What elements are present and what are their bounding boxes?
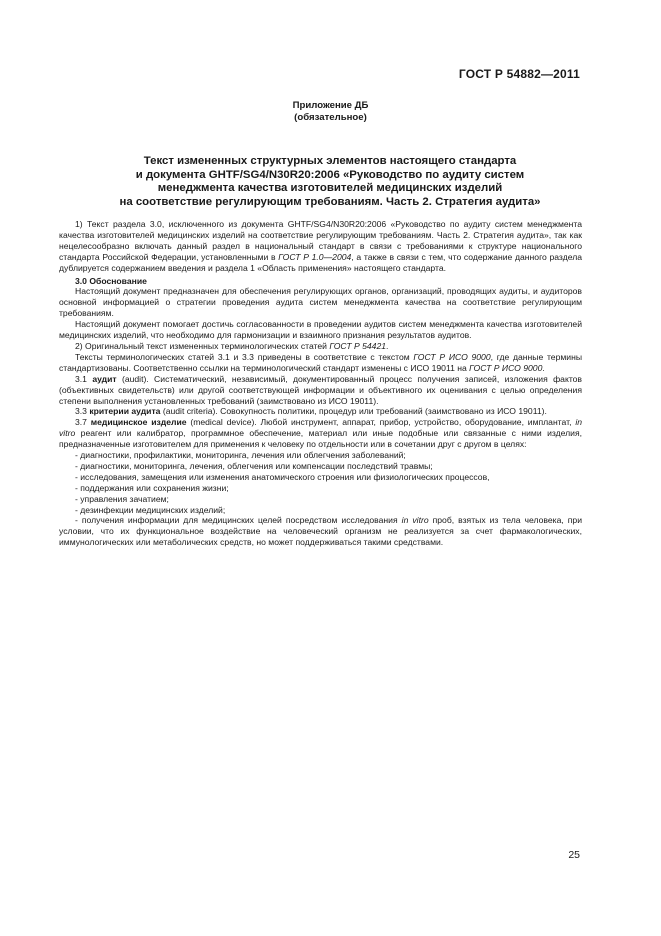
list-item: - диагностики, профилактики, мониторинга, лечения или облегчения заболеваний; (75, 450, 406, 461)
paragraph-5: Тексты терминологических статей 3.1 и 3.3 приведены в соответствие с текстом ГОСТ Р ИСО 9000, где данные термины стандартизованы. Соответственно ссылки на терминологический стандарт изменены с ИСО 19011 на ГОСТ Р ИСО 9000. (59, 351, 582, 373)
title-line-4: на соответствие регулирующим требованиям. Часть 2. Стратегия аудита» (119, 195, 541, 208)
list-item: - дезинфекции медицинских изделий; (75, 504, 226, 515)
document-title (90, 155, 570, 209)
paragraph-3: Настоящий документ помогает достичь согласованности в проведении аудитов систем менеджмента качества изготовителей медицинских изделий, что необходимо для гармонизации и взаимного признания результатов аудитов. (59, 319, 582, 341)
standard-reference: ГОСТ Р 1.0—2004 (278, 251, 352, 262)
appendix-label: Приложение ДБ (292, 100, 369, 111)
body-text (59, 219, 582, 548)
paragraph-1: 1) Текст раздела 3.0, исключенного из документа GHTF/SG4/N30R20:2006 «Руководство по аудиту систем менеджмента качества изготовителей медицинских изделий на соответствие регулирующим требованиям. Часть 2. Стратегия аудита», так как нецелесообразно включать данный раздел в национальный стандарт в связи с требованиями к структуре национального стандарта Российской Федерации, установленными в ГОСТ Р 1.0—2004, а также в связи с тем, что содержание данного раздела дублируется содержанием введения и раздела 1 «Область применения» настоящего стандарта. (59, 219, 582, 273)
term-3-7: 3.7 медицинское изделие (medical device). Любой инструмент, аппарат, прибор, устройство, оборудование, имплантат, in vitro реагент или калибратор, программное обеспечение, материал или иные подобные или связанные с ними изделия, предназначенные изготовителем для применения к человеку по отдельности или в сочетании друг с другом в целях: (59, 417, 583, 450)
term-3-1: 3.1 аудит (audit). Систематический, независимый, документированный процесс получения записей, изложения фактов (объективных свидетельств) или другой соответствующей информации и объективного их оценивания с целью определения степени выполнения установленных требований (заимствовано из ИСО 19011). (59, 373, 583, 406)
appendix-heading (0, 100, 661, 124)
title-line-1: Текст измененных структурных элементов настоящего стандарта (143, 155, 517, 167)
section-heading: 3.0 Обоснование (75, 275, 147, 286)
term-name: медицинское изделие (90, 417, 187, 428)
paragraph-2: Настоящий документ предназначен для обеспечения регулирующих органов, организаций, проводящих аудиты, и аудиторов основной информацией о стратегии проведения аудита систем менеджмента качества на соответствие регулирующим требованиям. (59, 286, 582, 319)
list-item: - диагностики, мониторинга, лечения, облегчения или компенсации последствий травмы; (75, 460, 433, 471)
standard-reference: ГОСТ Р ИСО 9000 (413, 351, 491, 362)
title-line-3: менеджмента качества изготовителей медицинских изделий (157, 182, 503, 194)
standard-reference: ГОСТ Р 54421 (329, 340, 387, 351)
paragraph-4: 2) Оригинальный текст измененных терминологических статей ГОСТ Р 54421. (75, 340, 389, 351)
list-item: - поддержания или сохранения жизни; (75, 482, 229, 493)
term-name: критерии аудита (89, 406, 161, 417)
title-line-2: и документа GHTF/SG4/N30R20:2006 «Руководство по аудиту систем (135, 168, 525, 181)
page-number: 25 (568, 849, 580, 861)
standard-designation: ГОСТ Р 54882—2011 (458, 67, 580, 81)
list-item: - исследования, замещения или изменения анатомического строения или физиологических процессов, (75, 471, 490, 482)
appendix-status: (обязательное) (294, 112, 367, 123)
list-item-last: - получения информации для медицинских целей посредством исследования in vitro проб, взятых из тела человека, при условии, что их функциональное воздействие на человеческий организм не реализуется за счет фармакологических, иммунологических или метаболических средств, но может поддерживаться такими средствами. (59, 515, 582, 548)
standard-reference: ГОСТ Р ИСО 9000 (469, 362, 543, 373)
list-item: - управления зачатием; (75, 493, 169, 504)
term-name: аудит (92, 373, 117, 384)
term-3-3: 3.3 критерии аудита (audit criteria). Совокупность политики, процедур или требований (заимствовано из ИСО 19011). (75, 406, 547, 417)
